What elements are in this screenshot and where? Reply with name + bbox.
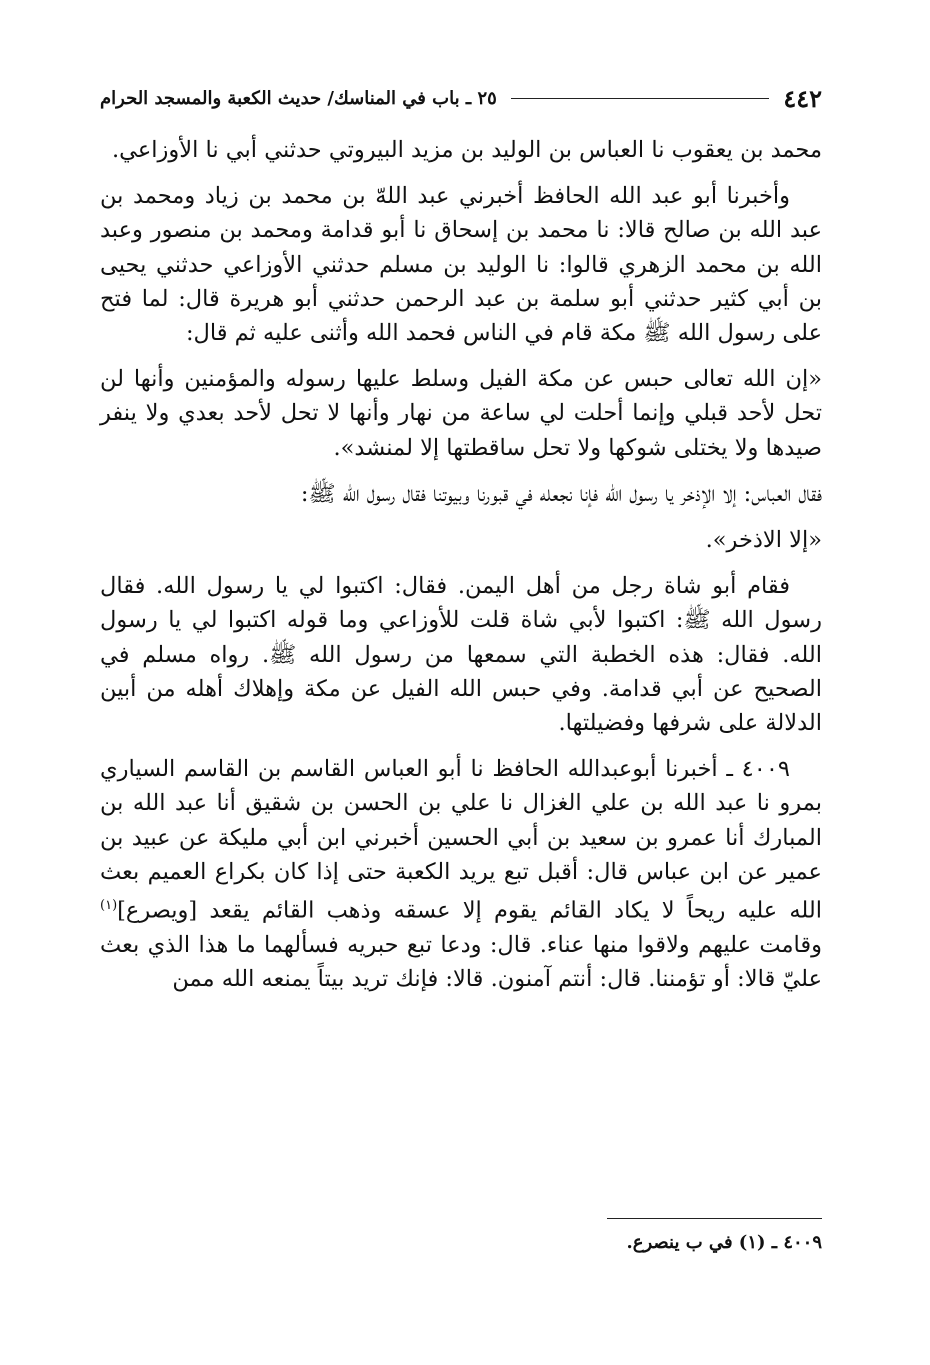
paragraph-2: وأخبرنا أبو عبد الله الحافظ أخبرني عبد اللهّ بن محمد بن زياد ومحمد بن عبد الله بن صالح قالا: نا محمد بن إسحاق نا أبو قدامة ومحمد بن منصور وعبد الله بن محمد الزهري قالوا: نا الوليد بن مسلم حدثني الأوزاعي حدثني يحيى بن أبي كثير حدثني أبو سلمة بن عبد الرحمن حدثني أبو هريرة قال: لما فتح على رسول الله ﷺ مكة قام في الناس فحمد الله وأثنى عليه ثم قال: — [100, 183, 822, 347]
footnote-marker[interactable]: (١) — [100, 898, 118, 914]
paragraph-4: فقال العباس: إلا الإذخر يا رسول الله فإنا نجعله في قبورنا وبيوتنا فقال رسول الله ﷺ: — [300, 480, 822, 507]
header-rule — [511, 98, 770, 99]
footnote: ٤٠٠٩ ـ (١) في ب ينصرع. — [626, 1232, 822, 1253]
page-header — [100, 80, 822, 116]
page-number: ٤٤٢ — [783, 83, 822, 113]
paragraph-1: محمد بن يعقوب نا العباس بن الوليد بن مزيد البيروتي حدثني أبي نا الأوزاعي. — [111, 137, 822, 163]
paragraph-hadith-4009-part-2: وقامت عليهم ولاقوا منها عناء. قال: ودعا تبع حبريه فسألهما ما هذا الذي بعث عليّ قالا: أو تؤمننا. قال: أنتم آمنون. قالا: فإنك تريد بيتاً يمنعه الله ممن — [100, 931, 822, 992]
main-text — [100, 133, 822, 996]
paragraph-hadith-4009-part-1: ٤٠٠٩ ـ أخبرنا أبوعبدالله الحافظ نا أبو العباس القاسم بن القاسم السياري بمرو نا عبد الله بن علي الغزال نا علي بن الحسن بن شقيق أنا عبد الله بن المبارك أنا عمرو بن سعيد بن أبي الحسين أخبرني ابن أبي مليكة عن عبيد بن عمير عن ابن عباس قال: أقبل تبع يريد الكعبة حتى إذا كان بكراع العميم بعث الله عليه ريحاً لا يكاد القائم يقوم إلا عسقه وذهب القائم يقعد [ويصرع] — [100, 756, 822, 924]
hadith-quote-short: «إلا الاذخر». — [705, 527, 822, 554]
running-title: ٢٥ ـ باب في المناسك/ حديث الكعبة والمسجد الحرام — [100, 87, 497, 109]
paragraph-hadith-4009 — [100, 752, 822, 996]
hadith-quote: «إن الله تعالى حبس عن مكة الفيل وسلط عليها رسوله والمؤمنين وأنها لن تحل لأحد قبلي وإنما أحلت لي ساعة من نهار وأنها لا تحل لأحد بعدي ولا ينفر صيدها ولا يختلى شوكها ولا تحل ساقطتها إلا لمنشد». — [100, 366, 822, 461]
paragraph-6: فقام أبو شاة رجل من أهل اليمن. فقال: اكتبوا لي يا رسول الله. فقال رسول الله ﷺ: اكتبوا لأبي شاة قلت للأوزاعي وما قوله اكتبوا لي يا رسول الله. فقال: هذه الخطبة التي سمعها من رسول الله ﷺ. رواه مسلم في الصحيح عن أبي قدامة. وفي حبس الله الفيل عن مكة وإهلاك أهله من أبين الدلالة على شرفها وفضيلتها. — [100, 573, 822, 737]
footnote-rule — [607, 1218, 822, 1219]
